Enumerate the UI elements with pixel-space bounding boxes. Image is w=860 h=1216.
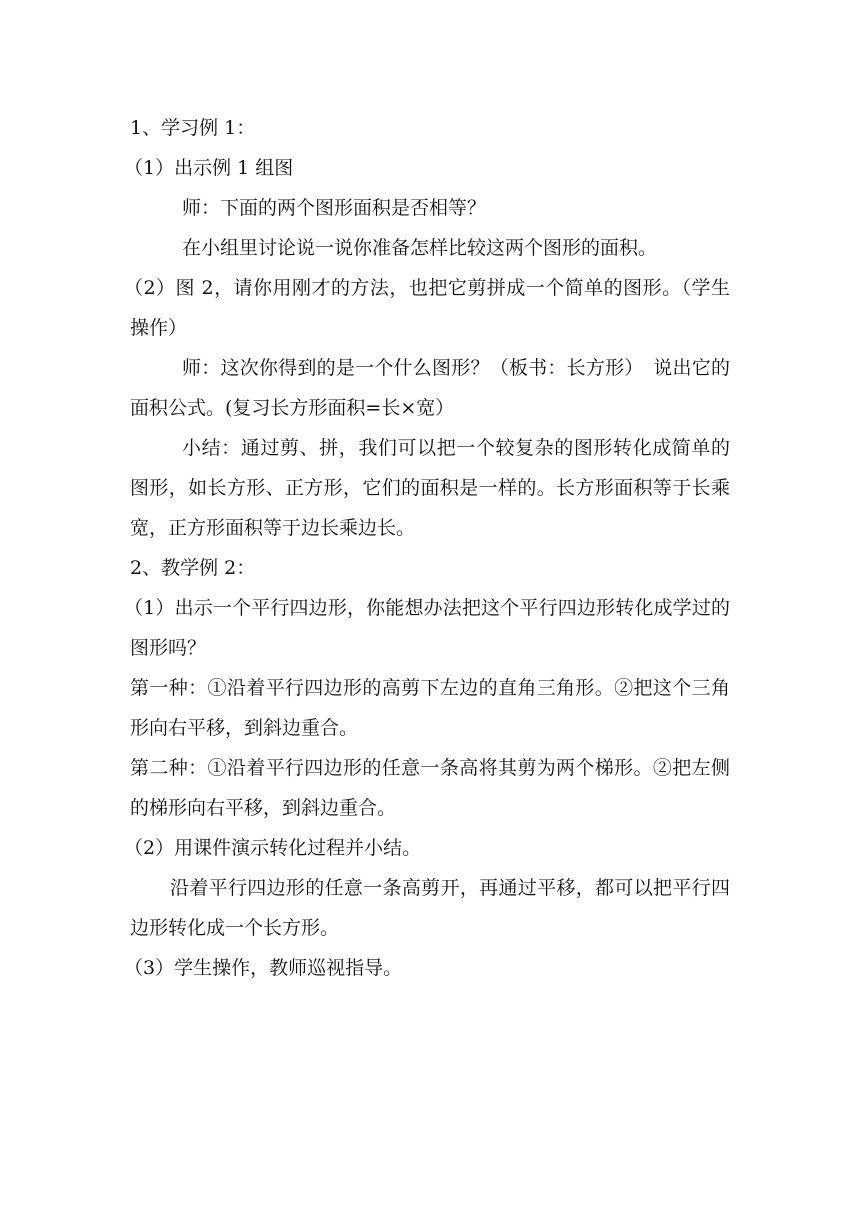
teacher-question-shape: 师：这次你得到的是一个什么图形？（板书：长方形） 说出它的面积公式。(复习长方形面积=长×宽） bbox=[130, 357, 730, 419]
teacher-question-area: 师：下面的两个图形面积是否相等？ bbox=[182, 197, 487, 219]
step-student-operation: （3）学生操作，教师巡视指导。 bbox=[124, 957, 403, 979]
step-show-figures: （1）出示例 1 组图 bbox=[124, 157, 294, 179]
section-heading-example-1: 1、学习例 1： bbox=[130, 117, 256, 139]
step-figure-2: （2）图 2，请你用刚才的方法，也把它剪拼成一个简单的图形。（学生操作） bbox=[124, 277, 730, 339]
step-courseware-demo: （2）用课件演示转化过程并小结。 bbox=[124, 837, 422, 859]
group-discussion-prompt: 在小组里讨论说一说你准备怎样比较这两个图形的面积。 bbox=[182, 237, 658, 259]
summary-paragraph: 小结：通过剪、拼，我们可以把一个较复杂的图形转化成简单的图形，如长方形、正方形，它们的面积是一样的。长方形面积等于长乘宽，正方形面积等于边长乘边长。 bbox=[130, 437, 730, 539]
step-show-parallelogram: （1）出示一个平行四边形，你能想办法把这个平行四边形转化成学过的图形吗？ bbox=[124, 597, 730, 659]
method-two: 第二种：①沿着平行四边形的任意一条高将其剪为两个梯形。②把左侧的梯形向右平移，到斜边重合。 bbox=[130, 757, 730, 819]
conclusion-paragraph: 沿着平行四边形的任意一条高剪开，再通过平移，都可以把平行四边形转化成一个长方形。 bbox=[130, 877, 730, 939]
document-body bbox=[124, 108, 730, 988]
method-one: 第一种：①沿着平行四边形的高剪下左边的直角三角形。②把这个三角形向右平移，到斜边重合。 bbox=[130, 677, 730, 739]
section-heading-example-2: 2、教学例 2： bbox=[130, 557, 256, 579]
